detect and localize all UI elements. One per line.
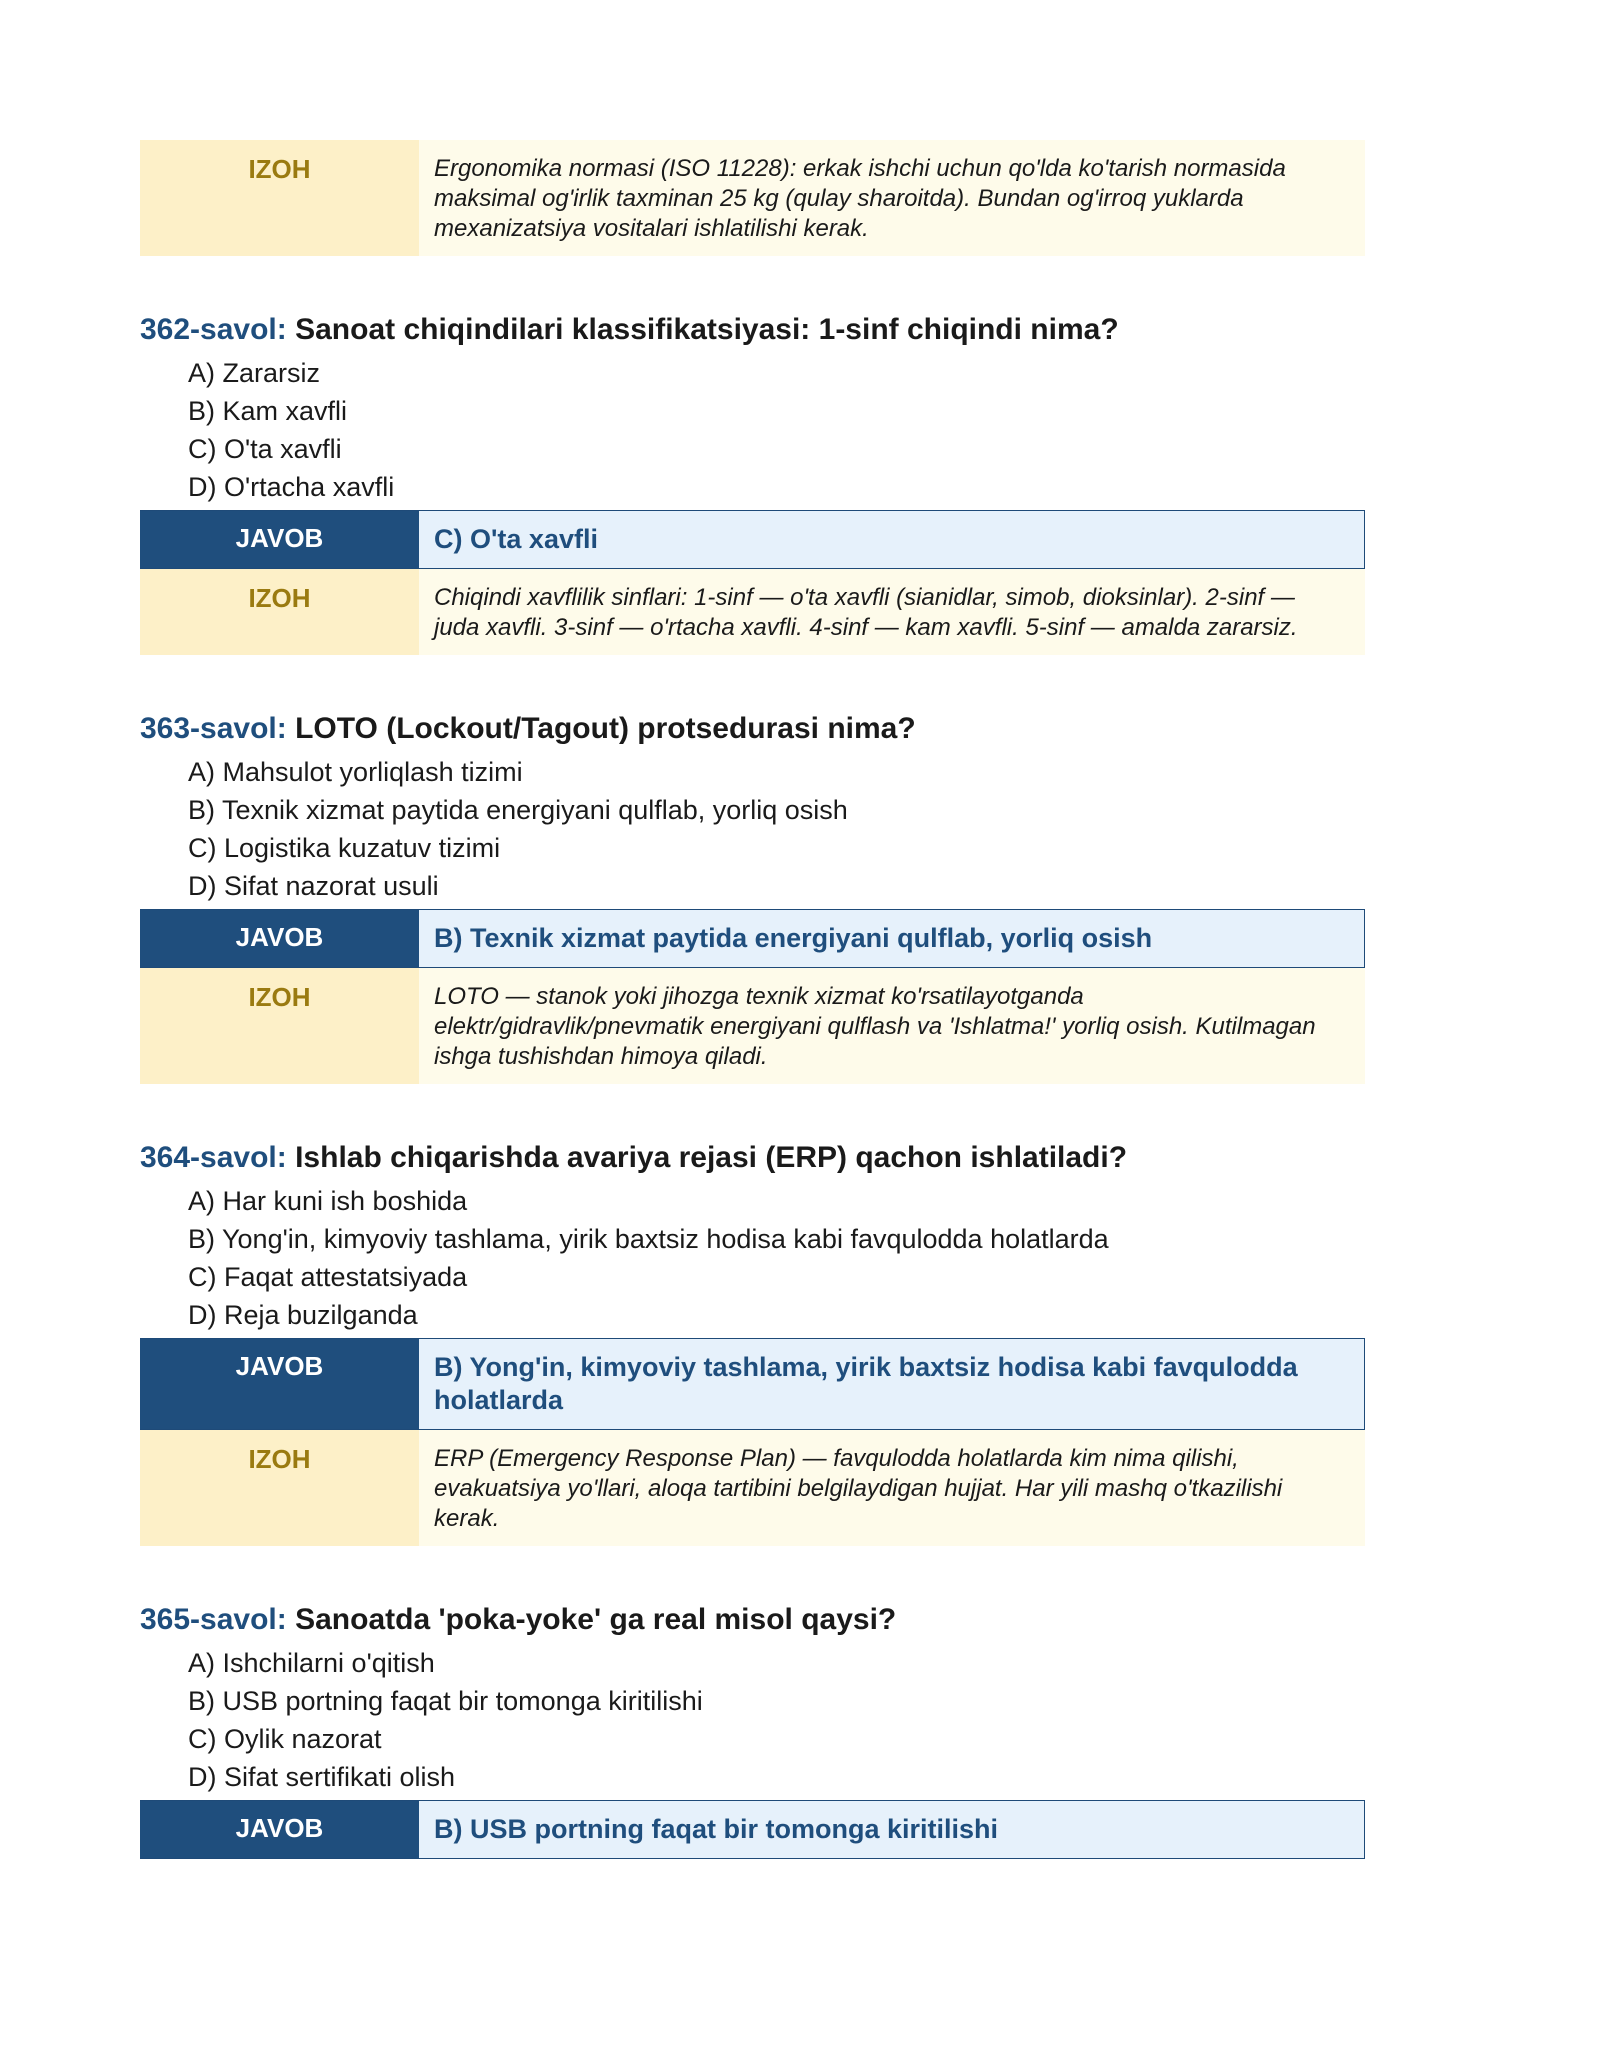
note-text: LOTO — stanok yoki jihozga texnik xizmat ko'rsatilayotganda elektr/gidravlik/pnevmatik energiyani qulflash va 'Ishlatma!' yorliq osish. Kutilmagan ishga tushishdan himoya qiladi. (419, 968, 1365, 1085)
question-heading (140, 312, 1365, 348)
question-text: Sanoatda 'poka-yoke' ga real misol qaysi? (295, 1603, 897, 1636)
question-number: 365-savol: (140, 1603, 287, 1636)
note-label: IZOH (140, 968, 419, 1085)
option-c: C) Faqat attestatsiyada (188, 1262, 468, 1292)
option-a: A) Ishchilarni o'qitish (188, 1648, 435, 1678)
note-table (140, 140, 1365, 256)
question-block (140, 1140, 1365, 1546)
answer-label: JAVOB (140, 511, 419, 569)
question-heading (140, 711, 1365, 747)
note-label: IZOH (140, 140, 419, 256)
note-text: Chiqindi xavflilik sinflari: 1-sinf — o'ta xavfli (sianidlar, simob, dioksinlar). 2-sinf — juda xavfli. 3-sinf — o'rtacha xavfli. 4-sinf — kam xavfli. 5-sinf — amalda zararsiz. (419, 569, 1365, 656)
note-label: IZOH (140, 1430, 419, 1547)
option-c: C) O'ta xavfli (188, 434, 342, 464)
options-list (140, 1644, 1365, 1796)
options-list (140, 1182, 1365, 1334)
question-block (140, 312, 1365, 655)
option-d: D) O'rtacha xavfli (188, 472, 395, 502)
options-list (140, 753, 1365, 905)
question-block (140, 711, 1365, 1084)
question-heading (140, 1602, 1365, 1638)
option-a: A) Mahsulot yorliqlash tizimi (188, 757, 523, 787)
answer-label: JAVOB (140, 1801, 419, 1859)
question-number: 364-savol: (140, 1141, 287, 1174)
question-number: 362-savol: (140, 313, 287, 346)
option-d: D) Sifat sertifikati olish (188, 1762, 456, 1792)
answer-text: B) Yong'in, kimyoviy tashlama, yirik baxtsiz hodisa kabi favqulodda holatlarda (419, 1339, 1365, 1430)
option-c: C) Logistika kuzatuv tizimi (188, 833, 501, 863)
note-text: Ergonomika normasi (ISO 11228): erkak ishchi uchun qo'lda ko'tarish normasida maksimal og'irlik taxminan 25 kg (qulay sharoitda). Bundan og'irroq yuklarda mexanizatsiya vositalari ishlatilishi kerak. (419, 140, 1365, 256)
option-b: B) Texnik xizmat paytida energiyani qulflab, yorliq osish (188, 795, 848, 825)
answer-table (140, 909, 1365, 1084)
answer-table (140, 1338, 1365, 1546)
note-label: IZOH (140, 569, 419, 656)
option-a: A) Har kuni ish boshida (188, 1186, 468, 1216)
note-text: ERP (Emergency Response Plan) — favqulodda holatlarda kim nima qilishi, evakuatsiya yo'llari, aloqa tartibini belgilaydigan hujjat. Har yili mashq o'tkazilishi kerak. (419, 1430, 1365, 1547)
question-number: 363-savol: (140, 712, 287, 745)
question-text: Ishlab chiqarishda avariya rejasi (ERP) qachon ishlatiladi? (295, 1141, 1128, 1174)
option-c: C) Oylik nazorat (188, 1724, 382, 1754)
question-text: Sanoat chiqindilari klassifikatsiyasi: 1-sinf chiqindi nima? (295, 313, 1119, 346)
option-a: A) Zararsiz (188, 358, 321, 388)
answer-text: B) Texnik xizmat paytida energiyani qulflab, yorliq osish (419, 910, 1365, 968)
answer-label: JAVOB (140, 910, 419, 968)
answer-table (140, 510, 1365, 655)
option-b: B) USB portning faqat bir tomonga kiritilishi (188, 1686, 703, 1716)
question-text: LOTO (Lockout/Tagout) protsedurasi nima? (295, 712, 916, 745)
option-b: B) Yong'in, kimyoviy tashlama, yirik baxtsiz hodisa kabi favqulodda holatlarda (188, 1224, 1109, 1254)
option-b: B) Kam xavfli (188, 396, 348, 426)
question-heading (140, 1140, 1365, 1176)
document-page (140, 140, 1365, 1859)
answer-text: C) O'ta xavfli (419, 511, 1365, 569)
options-list (140, 354, 1365, 506)
answer-label: JAVOB (140, 1339, 419, 1430)
option-d: D) Reja buzilganda (188, 1300, 418, 1330)
answer-table (140, 1800, 1365, 1859)
question-block (140, 1602, 1365, 1859)
answer-text: B) USB portning faqat bir tomonga kiritilishi (419, 1801, 1365, 1859)
option-d: D) Sifat nazorat usuli (188, 871, 439, 901)
